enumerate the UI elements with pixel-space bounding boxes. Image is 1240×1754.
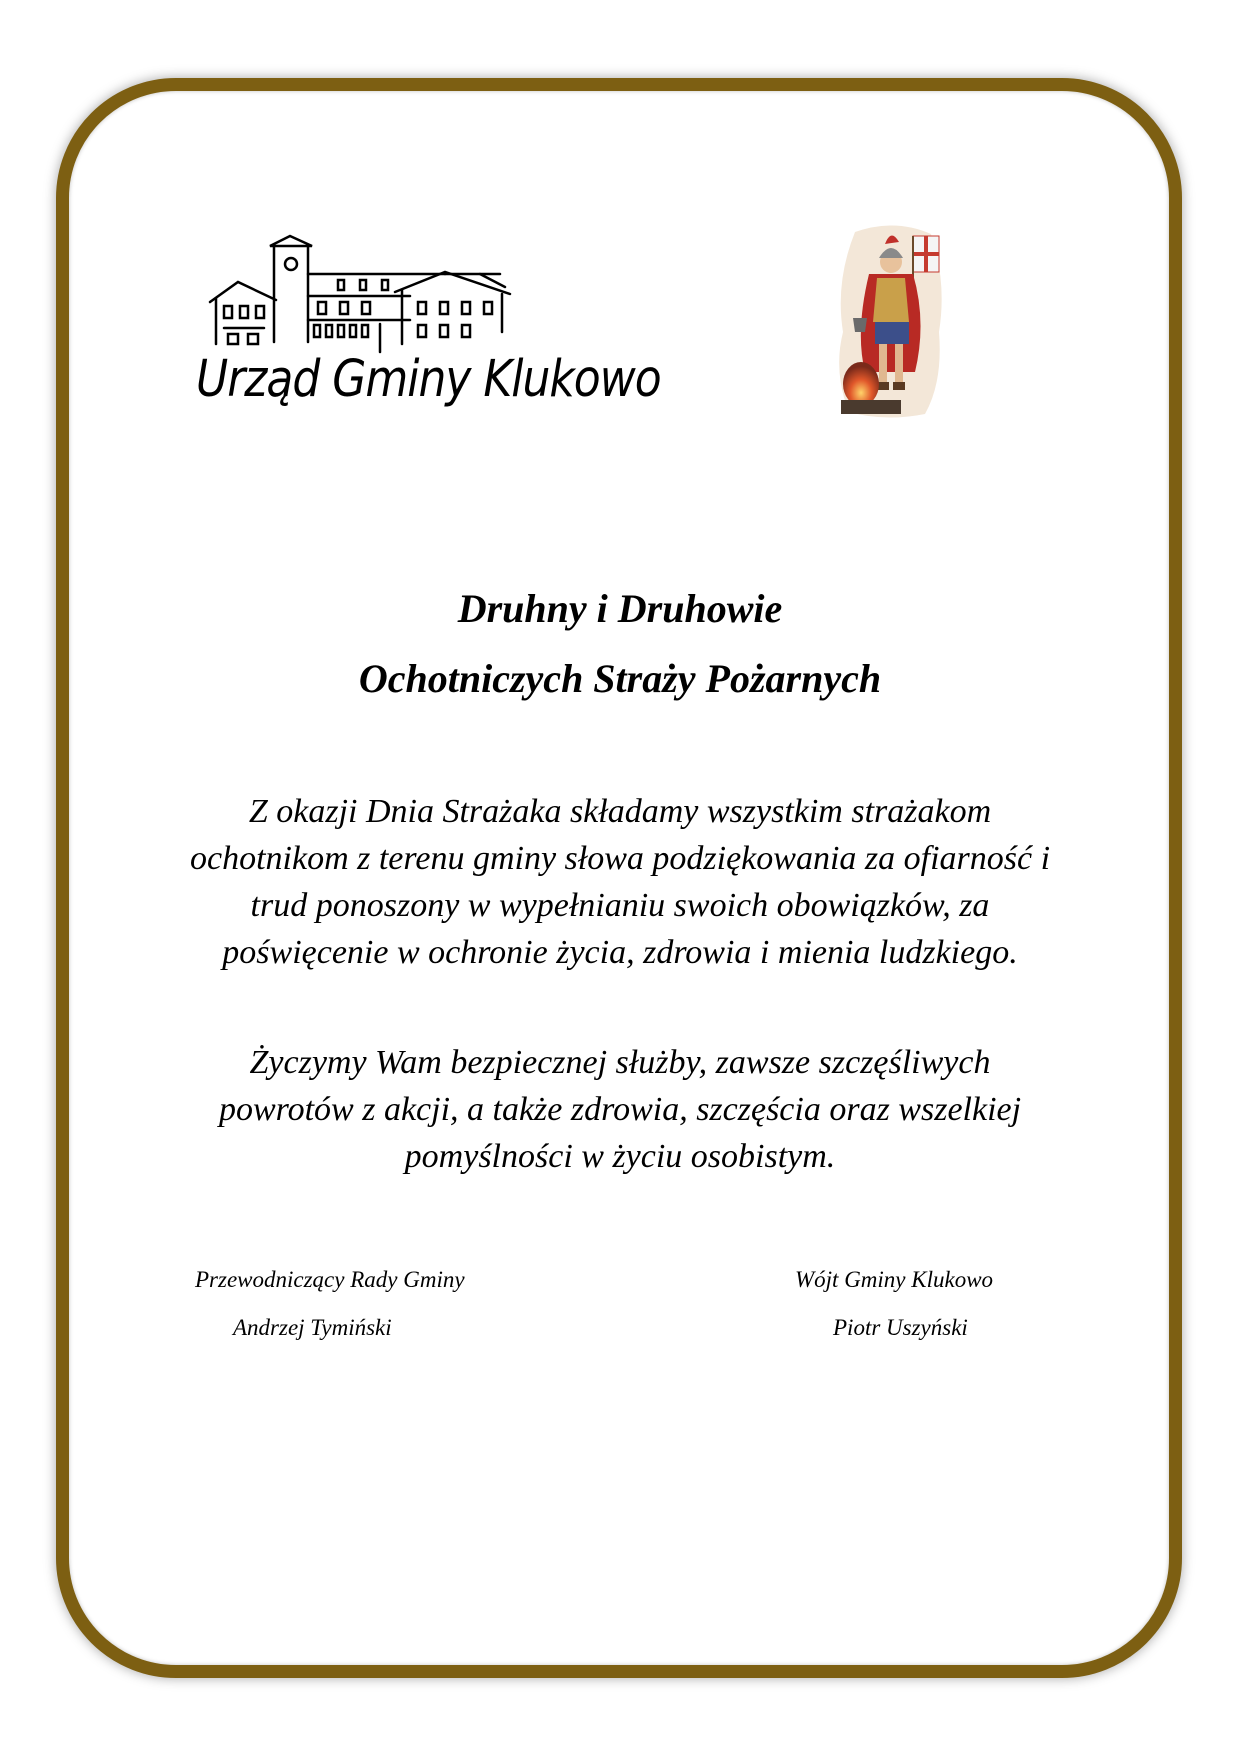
logo-text: Urząd Gminy Klukowo	[196, 350, 661, 409]
heading-line-2: Ochotniczych Straży Pożarnych	[358, 656, 882, 701]
saint-florian-image	[835, 222, 947, 420]
signature-left-title: Przewodniczący Rady Gminy	[195, 1267, 465, 1292]
paragraph-wishes: Życzymy Wam bezpiecznej służby, zawsze szczęśliwych powrotów z akcji, a także zdrowia, szczęścia oraz wszelkiej pomyślności w życiu osobistym.	[218, 1044, 1022, 1175]
signature-right-title: Wójt Gminy Klukowo	[795, 1267, 994, 1292]
town-hall-building-icon	[190, 232, 600, 362]
municipality-logo	[190, 232, 661, 422]
heading-line-1: Druhny i Druhowie	[457, 586, 783, 631]
paragraph-thanks: Z okazji Dnia Strażaka składamy wszystkim strażakom ochotnikom z terenu gminy słowa podziękowania za ofiarność i trud ponoszony w wypełnianiu swoich obowiązków, za poświęcenie w ochronie życia, zdrowia i mienia ludzkiego.	[190, 793, 1051, 971]
signature-left-name: Andrzej Tymiński	[233, 1315, 392, 1340]
signature-right-name: Piotr Uszyński	[833, 1315, 968, 1340]
